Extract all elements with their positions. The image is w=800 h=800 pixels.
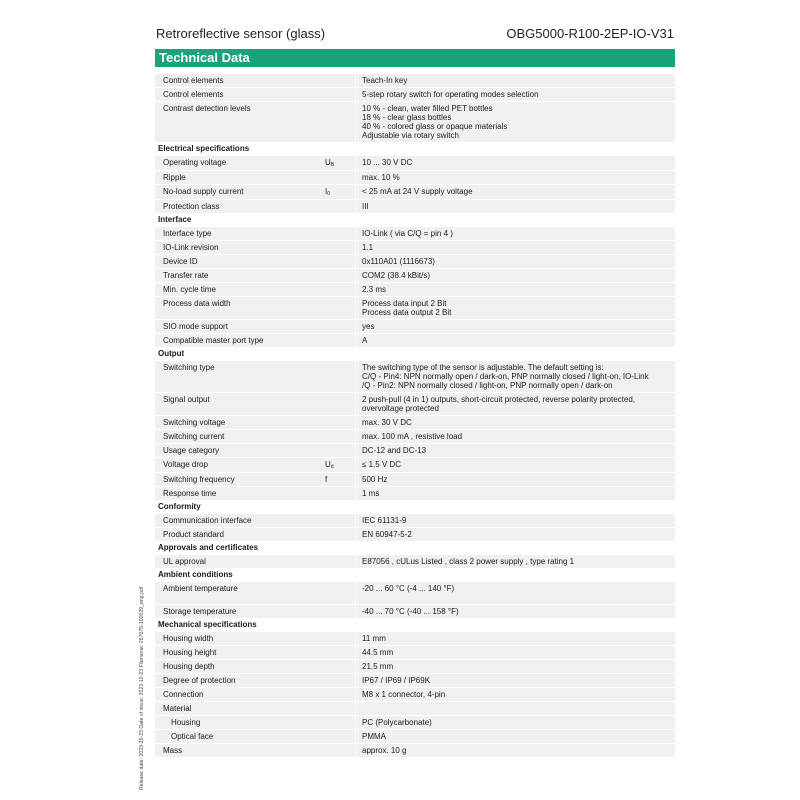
spec-label: Control elements	[163, 76, 224, 85]
spec-table	[155, 73, 675, 757]
spec-row	[155, 527, 675, 541]
spec-row	[155, 581, 675, 604]
spec-symbol	[325, 444, 355, 457]
spec-row	[155, 282, 675, 296]
spec-label: Min. cycle time	[163, 285, 216, 294]
spec-label: Optical face	[171, 732, 214, 741]
spec-value: yes	[355, 320, 675, 333]
spec-label: Mass	[163, 746, 183, 755]
section-heading	[155, 568, 675, 581]
spec-symbol: Ud	[325, 460, 334, 470]
spec-symbol	[325, 605, 355, 618]
spec-row	[155, 687, 675, 701]
spec-value: 2.3 ms	[355, 283, 675, 296]
spec-value: DC-12 and DC-13	[355, 444, 675, 457]
spec-symbol	[325, 334, 355, 347]
spec-symbol	[325, 283, 355, 296]
spec-row	[155, 645, 675, 659]
spec-row	[155, 743, 675, 757]
spec-label: Operating voltage	[163, 158, 227, 167]
spec-symbol	[325, 255, 355, 268]
spec-symbol: UB	[325, 158, 335, 168]
spec-symbol	[325, 632, 355, 645]
spec-symbol	[325, 688, 355, 701]
spec-value: 11 mm	[355, 632, 675, 645]
spec-row	[155, 87, 675, 101]
spec-symbol	[325, 241, 355, 254]
spec-symbol	[325, 514, 355, 527]
spec-value: approx. 10 g	[355, 744, 675, 757]
spec-value: 21.5 mm	[355, 660, 675, 673]
spec-label: Switching frequency	[163, 475, 235, 484]
section-heading	[155, 213, 675, 226]
spec-value: M8 x 1 connector, 4-pin	[355, 688, 675, 701]
spec-label: Switching current	[163, 432, 225, 441]
spec-row	[155, 199, 675, 213]
spec-label: Housing depth	[163, 662, 215, 671]
section-heading-label: Mechanical specifications	[158, 620, 257, 629]
section-heading	[155, 618, 675, 631]
spec-value: ≤ 1.5 V DC	[355, 458, 675, 472]
spec-symbol	[325, 430, 355, 443]
spec-symbol: f	[325, 475, 328, 484]
spec-value: 10 ... 30 V DC	[355, 156, 675, 170]
spec-row	[155, 73, 675, 87]
spec-label: Control elements	[163, 90, 224, 99]
spec-label: Ripple	[163, 173, 186, 182]
spec-row	[155, 604, 675, 618]
spec-label: Communication interface	[163, 516, 252, 525]
product-title: Retroreflective sensor (glass)	[156, 26, 326, 41]
spec-value	[355, 702, 675, 715]
spec-row	[155, 415, 675, 429]
spec-symbol	[325, 528, 355, 541]
spec-symbol	[325, 674, 355, 687]
spec-label: Usage category	[163, 446, 220, 455]
spec-symbol	[325, 102, 355, 142]
spec-row	[155, 184, 675, 199]
spec-label: Ambient temperature	[163, 584, 238, 593]
spec-value: IP67 / IP69 / IP69K	[355, 674, 675, 687]
spec-row	[155, 392, 675, 415]
section-heading	[155, 142, 675, 155]
spec-value: PMMA	[355, 730, 675, 743]
spec-value: IEC 61131-9	[355, 514, 675, 527]
spec-value: Process data input 2 Bit Process data output 2 Bit	[355, 297, 675, 319]
spec-row	[155, 226, 675, 240]
spec-symbol: I0	[325, 187, 331, 197]
spec-symbol	[325, 361, 355, 392]
spec-row	[155, 715, 675, 729]
section-heading-label: Conformity	[158, 502, 201, 511]
spec-symbol	[325, 416, 355, 429]
spec-label: Contrast detection levels	[163, 104, 251, 113]
spec-row	[155, 101, 675, 142]
spec-value: -20 ... 60 °C (-4 ... 140 °F)	[355, 582, 675, 604]
release-note: Release date: 2023-10-23 Date of issue: 2023-10-23 Filename: 267075-100029_eng.pdf	[139, 586, 145, 790]
section-heading-label: Output	[158, 349, 185, 358]
spec-symbol	[325, 744, 355, 757]
spec-label: Switching type	[163, 363, 215, 372]
spec-row	[155, 513, 675, 527]
spec-row	[155, 472, 675, 486]
spec-value: EN 60947-5-2	[355, 528, 675, 541]
spec-value: The switching type of the sensor is adjustable. The default setting is: C/Q - Pin4: NPN normally open / dark-on, PNP normally closed / light-on, IO-Link /Q - Pin2: NPN normally closed / light-on, PNP normally open / dark-on	[355, 361, 675, 392]
spec-symbol	[325, 646, 355, 659]
spec-row	[155, 360, 675, 392]
spec-symbol	[325, 555, 355, 568]
spec-label: Storage temperature	[163, 607, 237, 616]
section-heading	[155, 500, 675, 513]
spec-value: 2 push-pull (4 in 1) outputs, short-circuit protected, reverse polarity protected, overvoltage protected	[355, 393, 675, 415]
spec-row	[155, 296, 675, 319]
spec-symbol	[325, 320, 355, 333]
spec-value: max. 30 V DC	[355, 416, 675, 429]
spec-value: 500 Hz	[355, 473, 675, 486]
spec-value: COM2 (38.4 kBit/s)	[355, 269, 675, 282]
spec-label: Compatible master port type	[163, 336, 264, 345]
section-heading	[155, 541, 675, 554]
section-heading-label: Electrical specifications	[158, 144, 250, 153]
spec-value: 44.5 mm	[355, 646, 675, 659]
spec-label: Degree of protection	[163, 676, 236, 685]
spec-value: III	[355, 200, 675, 213]
spec-row	[155, 729, 675, 743]
spec-symbol	[325, 227, 355, 240]
spec-label: IO-Link revision	[163, 243, 219, 252]
spec-value: IO-Link ( via C/Q = pin 4 )	[355, 227, 675, 240]
spec-value: 1 ms	[355, 487, 675, 500]
section-heading-label: Interface	[158, 215, 192, 224]
spec-row	[155, 170, 675, 184]
spec-symbol	[325, 582, 355, 604]
spec-row	[155, 240, 675, 254]
spec-row	[155, 701, 675, 715]
spec-value: 5-step rotary switch for operating modes selection	[355, 88, 675, 101]
section-heading-label: Approvals and certificates	[158, 543, 259, 552]
spec-symbol	[325, 716, 355, 729]
spec-value: max. 100 mA , resistive load	[355, 430, 675, 443]
spec-label: Signal output	[163, 395, 210, 404]
section-heading	[155, 347, 675, 360]
spec-value: A	[355, 334, 675, 347]
spec-value: max. 10 %	[355, 171, 675, 184]
spec-row	[155, 333, 675, 347]
spec-symbol	[325, 702, 355, 715]
spec-value: 10 % - clean, water filled PET bottles 18 % - clear glass bottles 40 % - colored glass or opaque materials Adjustable via rotary switch	[355, 102, 675, 142]
section-header: Technical Data	[155, 49, 675, 67]
spec-symbol	[325, 730, 355, 743]
spec-symbol	[325, 269, 355, 282]
spec-label: Housing height	[163, 648, 217, 657]
spec-row	[155, 443, 675, 457]
spec-row	[155, 457, 675, 472]
spec-value: < 25 mA at 24 V supply voltage	[355, 185, 675, 199]
spec-symbol	[325, 297, 355, 319]
spec-value: 0x110A01 (1116673)	[355, 255, 675, 268]
spec-row	[155, 155, 675, 170]
spec-label: Interface type	[163, 229, 212, 238]
spec-label: No-load supply current	[163, 187, 244, 196]
spec-row	[155, 554, 675, 568]
spec-label: Housing	[171, 718, 201, 727]
section-heading-label: Ambient conditions	[158, 570, 233, 579]
spec-row	[155, 319, 675, 333]
spec-row	[155, 659, 675, 673]
spec-label: Voltage drop	[163, 460, 208, 469]
spec-row	[155, 673, 675, 687]
spec-value: -40 ... 70 °C (-40 ... 158 °F)	[355, 605, 675, 618]
spec-symbol	[325, 74, 355, 87]
model-number: OBG5000-R100-2EP-IO-V31	[506, 26, 674, 41]
spec-label: Switching voltage	[163, 418, 226, 427]
spec-row	[155, 254, 675, 268]
spec-row	[155, 486, 675, 500]
spec-symbol	[325, 393, 355, 415]
spec-label: UL approval	[163, 557, 206, 566]
spec-label: Product standard	[163, 530, 224, 539]
spec-symbol	[325, 88, 355, 101]
spec-label: Material	[163, 704, 192, 713]
spec-label: Protection class	[163, 202, 220, 211]
spec-label: Transfer rate	[163, 271, 209, 280]
spec-symbol	[325, 200, 355, 213]
spec-label: Housing width	[163, 634, 214, 643]
spec-symbol	[325, 660, 355, 673]
spec-row	[155, 631, 675, 645]
spec-value: 1.1	[355, 241, 675, 254]
spec-symbol	[325, 487, 355, 500]
spec-label: Response time	[163, 489, 217, 498]
spec-label: Device ID	[163, 257, 198, 266]
spec-value: PC (Polycarbonate)	[355, 716, 675, 729]
spec-label: SIO mode support	[163, 322, 228, 331]
spec-row	[155, 268, 675, 282]
spec-label: Connection	[163, 690, 204, 699]
spec-symbol	[325, 171, 355, 184]
spec-row	[155, 429, 675, 443]
spec-value: Teach-In key	[355, 74, 675, 87]
spec-value: E87056 , cULus Listed , class 2 power supply , type rating 1	[355, 555, 675, 568]
spec-label: Process data width	[163, 299, 231, 308]
